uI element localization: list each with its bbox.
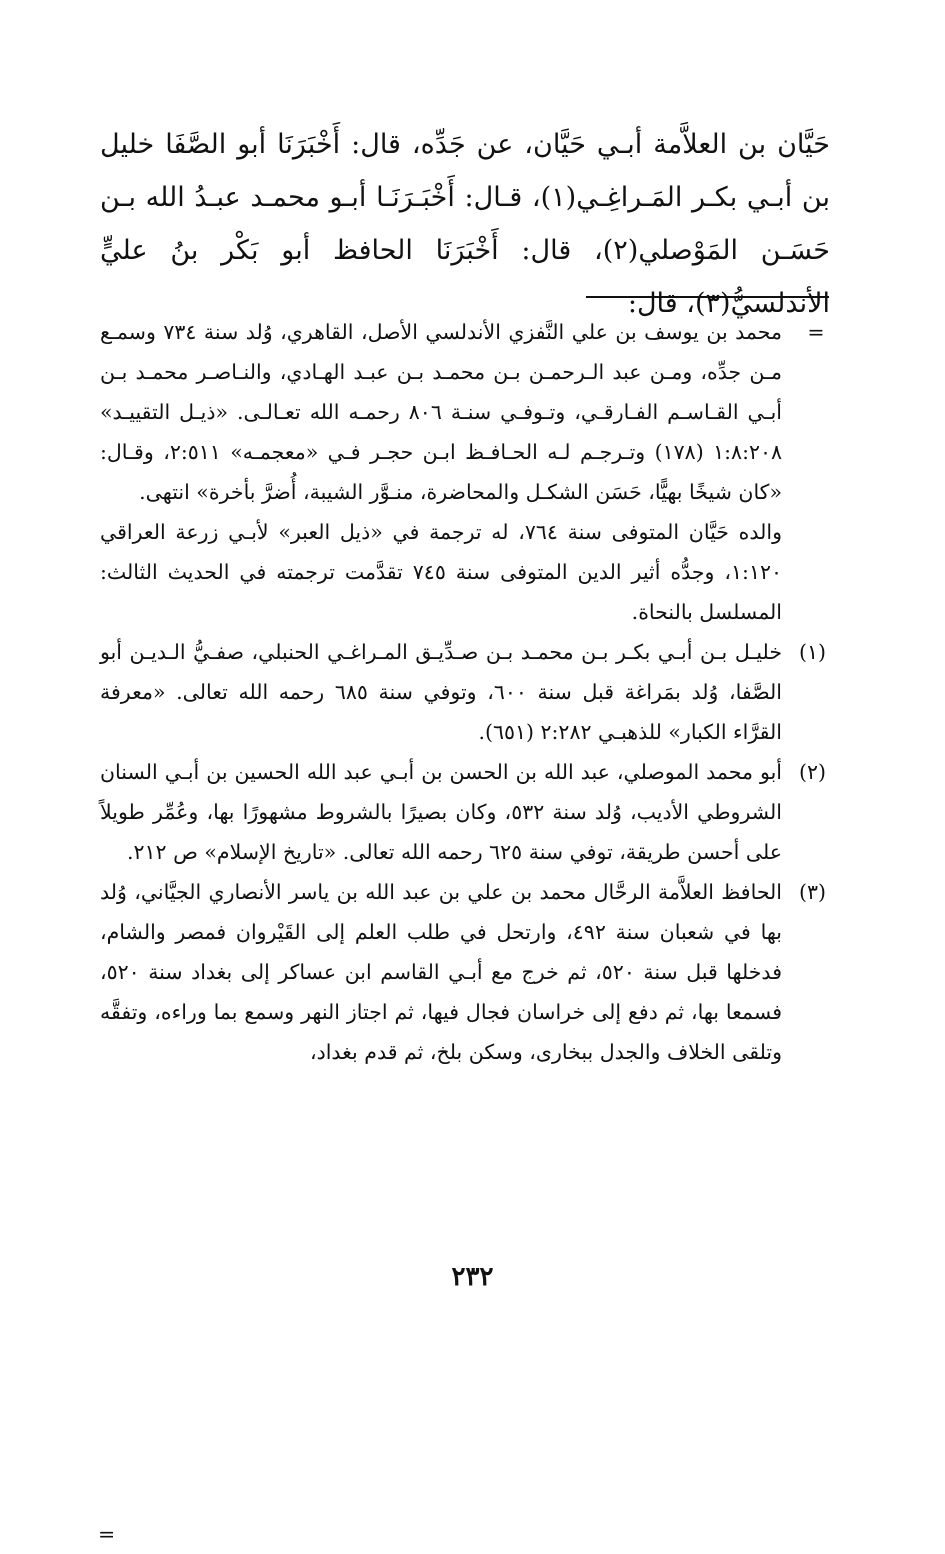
footnote-text: أبو محمد الموصلي، عبد الله بن الحسن بن أبـي عبد الله الحسين بن أبـي السنان الشروطي الأديب، وُلد سنة ٥٣٢، وكان بصيرًا بالشروط مشهورًا بها، وعُمِّر طويلاً على أحسن طريقة، توفي سنة ٦٢٥ رحمه الله تعالى. «تاريخ الإسلام» ص ٢١٢. bbox=[100, 760, 782, 864]
continues-mark: = bbox=[98, 1522, 116, 1546]
footnote-number: (٣) bbox=[798, 880, 826, 904]
continued-footnote-paragraph: محمد بن يوسف بن علي النَّفزي الأندلسي الأصل، القاهري، وُلد سنة ٧٣٤ وسمـع مـن جدِّه، ومـن عبد الـرحمـن بـن محمـد بـن عبـد الهـادي، والنـاصـر محمـد بـن أبـي القـاسـم الفـارقـي، وتـوفـي سنـة ٨٠٦ رحمـه الله تعـالـى. «ذيـل التقييـد» ١:٨:٢٠٨ (١٧٨) وتـرجـم لـه الحـافـظ ابـن حجـر فـي «معجمـه» ٢:٥١١، وقـال: «كان شيخًا بهيًّا، حَسَن الشكـل والمحاضرة، منـوَّر الشيبة، أُضرَّ بأخرة» انتهى. bbox=[100, 320, 783, 504]
footnote-item bbox=[100, 632, 826, 752]
main-text-block bbox=[100, 118, 830, 330]
continuation-mark: = bbox=[807, 320, 825, 344]
page-number: ٢٣٢ bbox=[451, 1262, 494, 1292]
footnote-item bbox=[100, 752, 826, 872]
footnote-item bbox=[100, 872, 826, 1072]
footnote-text: خليـل بـن أبـي بكـر بـن محمـد بـن صـدِّيـق المـراغـي الحنبلي، صفـيُّ الـديـن أبو الصَّفا، وُلد بمَراغة قبل سنة ٦٠٠، وتوفي سنة ٦٨٥ رحمه الله تعالى. «معرفة القرَّاء الكبار» للذهبـي ٢:٢٨٢ (٦٥١). bbox=[100, 640, 782, 744]
footnote-number: (١) bbox=[798, 640, 826, 664]
footnote-number: (٢) bbox=[798, 760, 826, 784]
main-paragraph: حَيَّان بن العلاَّمة أبـي حَيَّان، عن جَدِّه، قال: أَخْبَرَنَا أبو الصَّفَا خليل بن أبـي بكـر المَـراغِـي(١)، قـال: أَخْبَـرَنَـا أبـو محمـد عبـدُ الله بـن حَسَـن المَوْصلي(٢)، قال: أَخْبَرَنَا الحافظ أبو بَكْر بنُ عليٍّ الأندلسيُّ(٣)، قال: bbox=[100, 129, 830, 319]
footnote-text: الحافظ العلاَّمة الرحَّال محمد بن علي بن عبد الله بن ياسر الأنصاري الجيَّاني، وُلد بها في شعبان سنة ٤٩٢، وارتحل في طلب العلم إلى القَيْروان فمصر والشام، فدخلها قبل سنة ٥٢٠، ثم خرج مع أبـي القاسم ابن عساكر إلى بغداد سنة ٥٢٠، فسمعا بها، ثم دفع إلى خراسان فجال فيها، ثم اجتاز النهر وسمع بما وراءه، وتفقَّه وتلقى الخلاف والجدل ببخارى، وسكن بلخ، ثم قدم بغداد، bbox=[100, 880, 782, 1064]
continued-footnote-paragraph: والده حَيَّان المتوفى سنة ٧٦٤، له ترجمة في «ذيل العبر» لأبـي زرعة العراقي ١:١٢٠، وجدُّه أثير الدين المتوفى سنة ٧٤٥ تقدَّمت ترجمته في الحديث الثالث: المسلسل بالنحاة. bbox=[100, 520, 782, 624]
footnote-separator bbox=[586, 296, 829, 298]
